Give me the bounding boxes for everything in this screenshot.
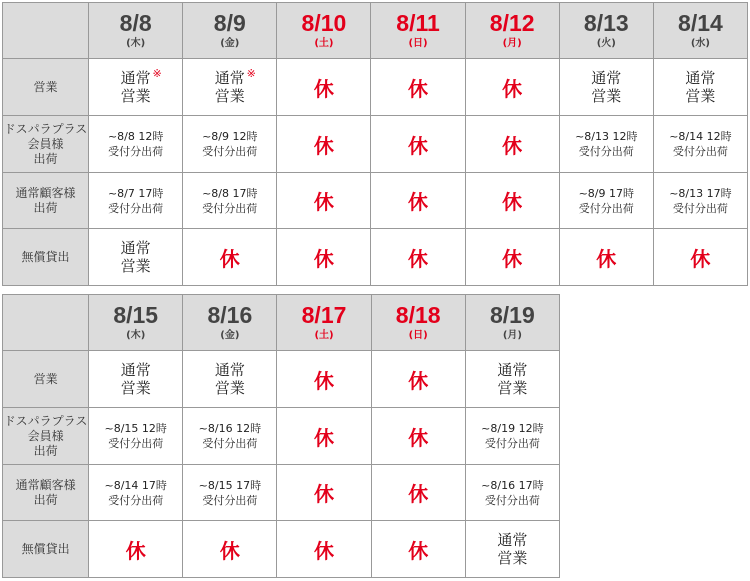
- day-of-week-label: (日): [408, 37, 428, 49]
- cutoff-text: [183, 186, 276, 216]
- row-dospara: [3, 408, 560, 465]
- cell-eigyo-8-14: [653, 59, 747, 116]
- cutoff-line-1: ~8/14 17時: [104, 478, 167, 492]
- cell-eigyo-8-19: [465, 351, 559, 408]
- holiday-mark: 休: [125, 538, 146, 563]
- cutoff-line-1: ~8/9 17時: [578, 186, 634, 200]
- holiday-mark: 休: [408, 368, 429, 393]
- normal-business-text: [121, 361, 151, 397]
- holiday-mark: 休: [408, 76, 429, 101]
- holiday-mark: 休: [313, 190, 334, 214]
- normal-line-1: 通常: [685, 69, 716, 87]
- cutoff-text: [560, 186, 653, 216]
- date-label: 8/10: [301, 9, 347, 36]
- holiday-mark: 休: [502, 133, 523, 158]
- normal-business-text: [497, 361, 527, 397]
- cutoff-text: [183, 421, 276, 451]
- cell-eigyo-8-15: [89, 351, 183, 408]
- day-of-week-label: (金): [220, 37, 240, 49]
- cell-rental-8-9: [183, 229, 277, 286]
- cutoff-text: [89, 129, 182, 159]
- row-label-eigyo-line: 営業: [33, 371, 58, 386]
- cutoff-line-1: ~8/13 17時: [669, 186, 732, 200]
- cell-customer-8-8: [89, 173, 183, 229]
- cell-eigyo-8-13: [559, 59, 653, 116]
- cutoff-line-1: ~8/15 17時: [198, 478, 262, 492]
- cell-rental-8-8: [89, 229, 183, 286]
- date-label: 8/11: [396, 9, 440, 36]
- row-label-rental: [3, 229, 89, 286]
- cell-rental-8-10: [277, 229, 371, 286]
- row-label-dospara-plus-line: 出荷: [33, 443, 58, 458]
- header-row: [3, 3, 748, 59]
- cutoff-line-2: 受付分出荷: [672, 201, 728, 215]
- cutoff-line-2: 受付分出荷: [672, 145, 728, 158]
- normal-line-1: 通常: [120, 239, 151, 257]
- cell-rental-8-13: [559, 229, 653, 286]
- cell-customer-8-13: [559, 173, 653, 229]
- normal-business-text: [120, 67, 162, 105]
- holiday-mark: 休: [219, 246, 240, 271]
- cell-customer-8-17: [277, 465, 371, 521]
- row-label-rental-line: 無償貸出: [21, 541, 70, 556]
- corner-cell: [3, 295, 89, 351]
- cutoff-line-1: ~8/8 17時: [202, 186, 258, 200]
- row-label-dospara-plus-line: ドスパラプラス: [3, 121, 88, 136]
- row-label-normal-customer-line: 出荷: [33, 492, 58, 507]
- date-header-8-18: [371, 295, 465, 351]
- cutoff-text: [466, 421, 559, 451]
- row-customer: [3, 173, 748, 229]
- normal-line-2: 営業: [120, 257, 151, 275]
- row-label-eigyo-line: 営業: [33, 79, 58, 94]
- cell-customer-8-19: [465, 465, 559, 521]
- normal-line-2: 営業: [214, 87, 245, 105]
- cell-dospara-8-14: [653, 116, 747, 173]
- cutoff-line-1: ~8/19 12時: [481, 422, 544, 435]
- day-of-week-label: (土): [314, 329, 334, 341]
- cutoff-text: [89, 478, 182, 508]
- normal-line-1: 通常: [591, 69, 622, 87]
- cell-customer-8-12: [465, 173, 559, 229]
- date-label: 8/17: [301, 301, 347, 328]
- row-rental: [3, 229, 748, 286]
- row-label-normal-customer-line: 通常顧客様: [15, 185, 76, 200]
- row-label-normal-customer-line: 通常顧客様: [15, 477, 76, 492]
- note-mark: ※: [152, 67, 162, 80]
- holiday-mark: 休: [408, 190, 429, 214]
- normal-business-text: [497, 531, 527, 567]
- normal-line-1: 通常: [497, 531, 528, 549]
- holiday-mark: 休: [596, 246, 617, 271]
- cell-eigyo-8-11: [371, 59, 465, 116]
- cell-customer-8-14: [653, 173, 747, 229]
- normal-line-2: 営業: [497, 549, 528, 567]
- date-header-8-10: [277, 3, 371, 59]
- cell-rental-8-11: [371, 229, 465, 286]
- date-label: 8/14: [678, 9, 723, 36]
- holiday-mark: 休: [408, 425, 429, 450]
- schedule-table-week-2: [2, 294, 560, 578]
- row-label-rental: [3, 521, 89, 578]
- cutoff-text: [466, 478, 559, 508]
- date-label: 8/16: [207, 301, 253, 328]
- cutoff-text: [654, 186, 747, 216]
- row-eigyo: [3, 351, 560, 408]
- holiday-mark: 休: [313, 133, 334, 158]
- date-header-8-8: [89, 3, 183, 59]
- row-label-normal-customer: [3, 173, 89, 229]
- date-label: 8/8: [119, 9, 152, 36]
- cell-dospara-8-15: [89, 408, 183, 465]
- cell-rental-8-18: [371, 521, 465, 578]
- cutoff-line-2: 受付分出荷: [108, 145, 164, 158]
- holiday-mark: 休: [314, 482, 335, 506]
- day-of-week-label: (日): [408, 329, 428, 341]
- row-label-dospara-plus: [3, 116, 89, 173]
- cell-dospara-8-18: [371, 408, 465, 465]
- cutoff-text: [560, 129, 653, 159]
- normal-line-2: 営業: [591, 87, 622, 105]
- holiday-mark: 休: [502, 246, 523, 271]
- cutoff-line-2: 受付分出荷: [202, 493, 258, 507]
- day-of-week-label: (水): [690, 37, 710, 49]
- row-label-dospara-plus: [3, 408, 89, 465]
- day-of-week-label: (木): [126, 329, 146, 341]
- holiday-mark: 休: [314, 538, 335, 563]
- cell-eigyo-8-17: [277, 351, 371, 408]
- cutoff-text: [183, 129, 276, 159]
- date-label: 8/12: [489, 9, 535, 36]
- cell-dospara-8-12: [465, 116, 559, 173]
- day-of-week-label: (月): [502, 329, 522, 341]
- cell-customer-8-10: [277, 173, 371, 229]
- holiday-mark: 休: [219, 538, 240, 563]
- cell-eigyo-8-18: [371, 351, 465, 408]
- cell-eigyo-8-8: [89, 59, 183, 116]
- row-label-dospara-plus-line: ドスパラプラス: [3, 413, 88, 428]
- cutoff-text: [89, 421, 182, 451]
- cutoff-line-2: 受付分出荷: [578, 145, 634, 158]
- cell-rental-8-14: [653, 229, 747, 286]
- cell-customer-8-15: [89, 465, 183, 521]
- normal-business-text: [214, 67, 256, 105]
- cell-eigyo-8-16: [183, 351, 277, 408]
- holiday-mark: 休: [408, 538, 429, 563]
- cell-dospara-8-16: [183, 408, 277, 465]
- row-rental: [3, 521, 560, 578]
- cutoff-line-2: 受付分出荷: [108, 437, 164, 450]
- normal-business-text: [215, 361, 245, 397]
- normal-line-1: 通常: [214, 361, 245, 379]
- date-label: 8/18: [395, 301, 441, 328]
- cell-eigyo-8-9: [183, 59, 277, 116]
- cutoff-line-2: 受付分出荷: [202, 437, 258, 450]
- cutoff-line-2: 受付分出荷: [484, 493, 540, 507]
- normal-line-2: 営業: [685, 87, 716, 105]
- normal-business-text: [685, 69, 715, 105]
- holiday-mark: 休: [313, 246, 334, 271]
- cell-dospara-8-13: [559, 116, 653, 173]
- cutoff-line-2: 受付分出荷: [578, 201, 634, 215]
- cell-dospara-8-11: [371, 116, 465, 173]
- holiday-mark: 休: [502, 190, 523, 214]
- cutoff-line-1: ~8/16 12時: [198, 422, 262, 435]
- holiday-mark: 休: [408, 482, 429, 506]
- holiday-mark: 休: [408, 246, 429, 271]
- cell-rental-8-12: [465, 229, 559, 286]
- cutoff-text: [89, 186, 182, 216]
- cell-dospara-8-9: [183, 116, 277, 173]
- holiday-mark: 休: [690, 246, 711, 271]
- cutoff-text: [654, 129, 747, 159]
- cutoff-line-1: ~8/14 12時: [669, 130, 732, 143]
- day-of-week-label: (月): [502, 37, 522, 49]
- holiday-mark: 休: [313, 76, 334, 101]
- normal-business-text: [591, 69, 621, 105]
- date-header-8-14: [653, 3, 747, 59]
- cutoff-line-2: 受付分出荷: [484, 437, 540, 450]
- holiday-mark: 休: [502, 76, 523, 101]
- cell-rental-8-16: [183, 521, 277, 578]
- normal-line-1: 通常: [120, 361, 151, 379]
- cell-dospara-8-19: [465, 408, 559, 465]
- date-label: 8/9: [213, 9, 246, 36]
- date-label: 8/19: [490, 301, 535, 328]
- row-label-rental-line: 無償貸出: [21, 249, 70, 264]
- normal-line-2: 営業: [497, 379, 528, 397]
- date-label: 8/13: [583, 9, 629, 36]
- date-header-8-15: [89, 295, 183, 351]
- row-label-normal-customer-line: 出荷: [33, 200, 58, 215]
- row-eigyo: [3, 59, 748, 116]
- normal-line-2: 営業: [214, 379, 245, 397]
- cutoff-line-2: 受付分出荷: [202, 201, 258, 215]
- schedule-table-week-1: [2, 2, 748, 286]
- cutoff-line-1: ~8/13 12時: [575, 130, 638, 143]
- date-header-8-11: [371, 3, 465, 59]
- day-of-week-label: (金): [220, 329, 240, 341]
- day-of-week-label: (火): [596, 37, 616, 49]
- cell-eigyo-8-10: [277, 59, 371, 116]
- date-header-8-9: [183, 3, 277, 59]
- date-header-8-19: [465, 295, 559, 351]
- cutoff-line-1: ~8/15 12時: [104, 422, 167, 435]
- holiday-mark: 休: [314, 425, 335, 450]
- cutoff-line-1: ~8/9 12時: [202, 130, 258, 143]
- normal-line-1: 通常: [120, 69, 151, 87]
- cell-dospara-8-17: [277, 408, 371, 465]
- cell-customer-8-9: [183, 173, 277, 229]
- row-customer: [3, 465, 560, 521]
- cell-customer-8-16: [183, 465, 277, 521]
- date-header-8-16: [183, 295, 277, 351]
- date-header-8-17: [277, 295, 371, 351]
- normal-line-2: 営業: [120, 379, 151, 397]
- normal-line-2: 営業: [120, 87, 151, 105]
- holiday-mark: 休: [314, 368, 335, 393]
- note-mark: ※: [246, 67, 256, 80]
- cutoff-line-2: 受付分出荷: [202, 145, 258, 158]
- cutoff-line-1: ~8/16 17時: [481, 478, 544, 492]
- row-label-eigyo: [3, 351, 89, 408]
- date-header-8-12: [465, 3, 559, 59]
- normal-business-text: [121, 239, 151, 275]
- cell-eigyo-8-12: [465, 59, 559, 116]
- day-of-week-label: (木): [126, 37, 146, 49]
- cell-customer-8-11: [371, 173, 465, 229]
- cutoff-line-2: 受付分出荷: [108, 201, 164, 215]
- cell-customer-8-18: [371, 465, 465, 521]
- cutoff-text: [183, 478, 276, 508]
- day-of-week-label: (土): [314, 37, 334, 49]
- row-dospara: [3, 116, 748, 173]
- cell-dospara-8-8: [89, 116, 183, 173]
- cutoff-line-1: ~8/8 12時: [107, 130, 164, 143]
- corner-cell: [3, 3, 89, 59]
- header-row: [3, 295, 560, 351]
- cutoff-line-2: 受付分出荷: [108, 493, 164, 507]
- date-label: 8/15: [113, 301, 159, 328]
- cell-dospara-8-10: [277, 116, 371, 173]
- cell-rental-8-19: [465, 521, 559, 578]
- row-label-normal-customer: [3, 465, 89, 521]
- cell-rental-8-15: [89, 521, 183, 578]
- row-label-eigyo: [3, 59, 89, 116]
- cutoff-line-1: ~8/7 17時: [107, 186, 164, 200]
- normal-line-1: 通常: [497, 361, 528, 379]
- row-label-dospara-plus-line: 出荷: [33, 151, 58, 166]
- holiday-mark: 休: [408, 133, 429, 158]
- date-header-8-13: [559, 3, 653, 59]
- normal-line-1: 通常: [214, 69, 245, 87]
- cell-rental-8-17: [277, 521, 371, 578]
- row-label-dospara-plus-line: 会員様: [27, 136, 64, 151]
- row-label-dospara-plus-line: 会員様: [27, 428, 64, 443]
